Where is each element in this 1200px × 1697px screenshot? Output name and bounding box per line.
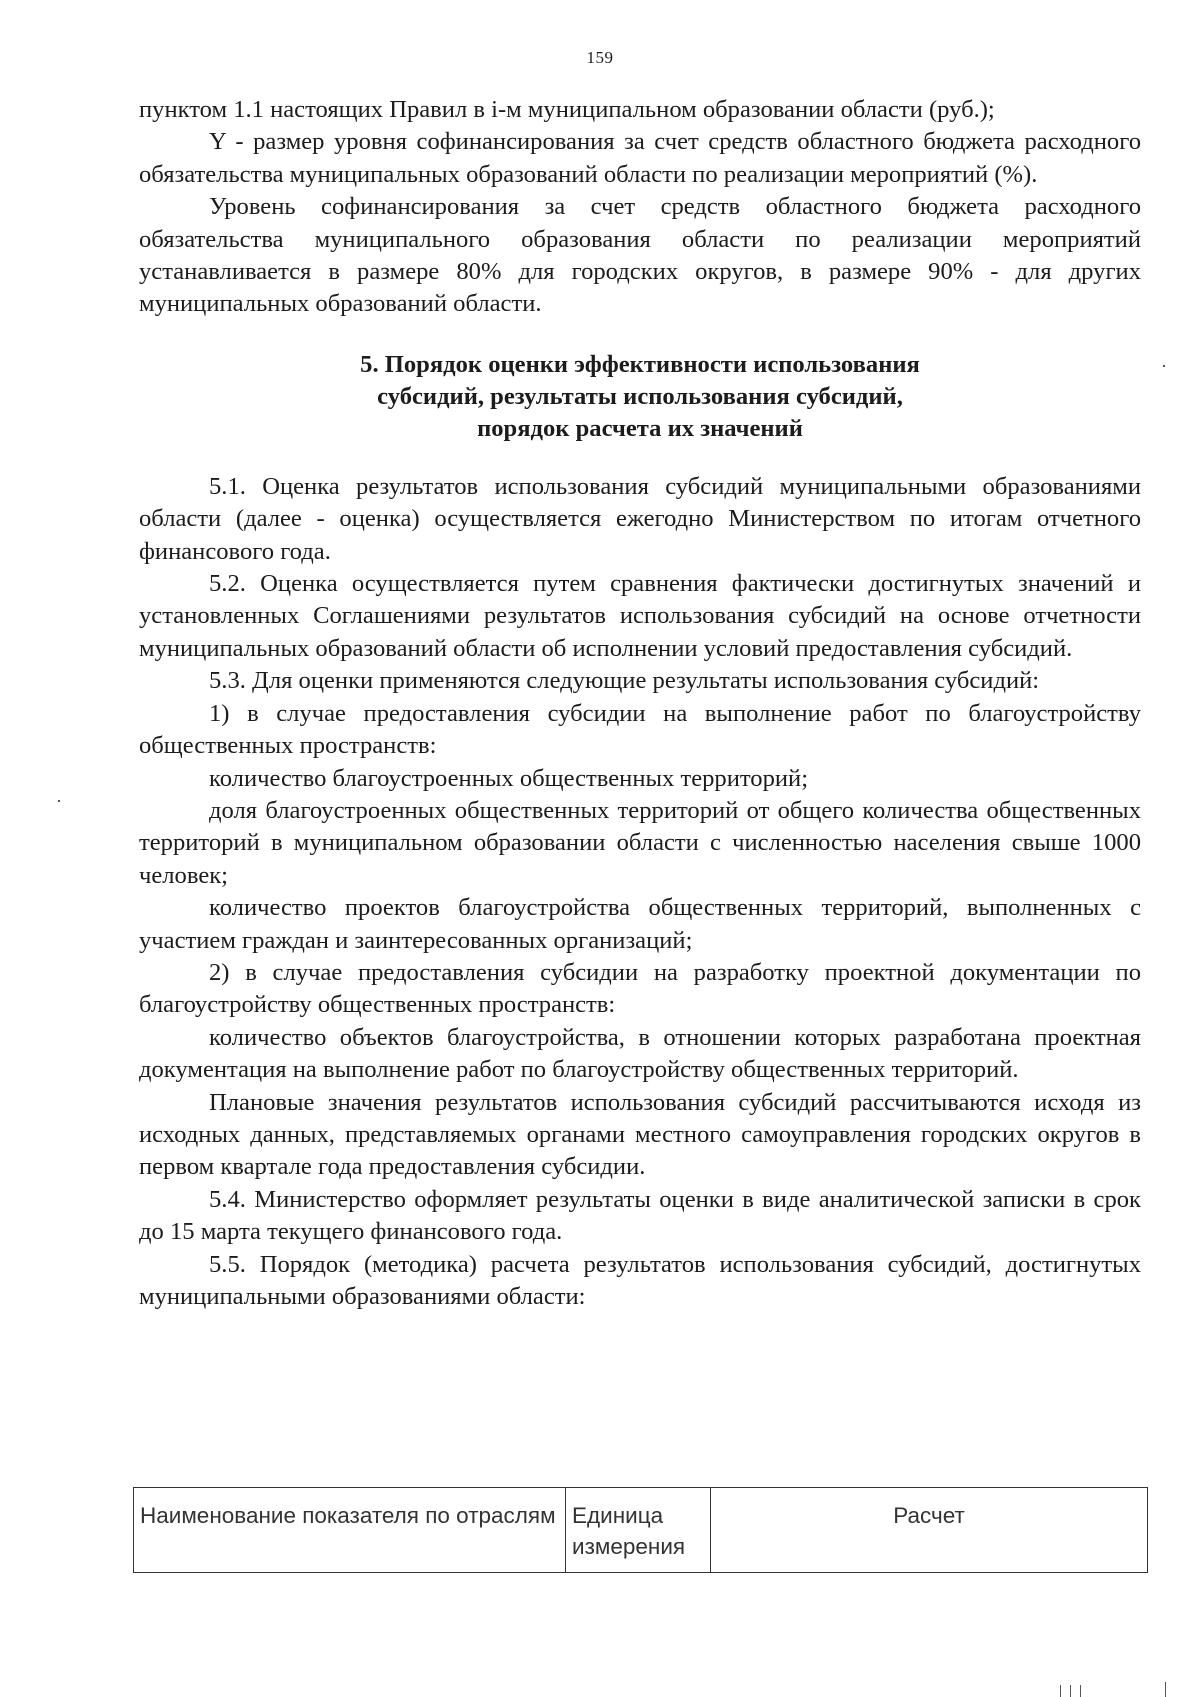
table-header-indicator: Наименование показателя по отраслям (134, 1488, 566, 1573)
scan-mark (1080, 1685, 1081, 1697)
paragraph-5-2: 5.2. Оценка осуществляется путем сравнения фактически достигнутых значений и установленных Соглашениями результатов использования субсидий на основе отчетности муниципальных образований области об исполнении условий предоставления субсидий. (139, 570, 1141, 662)
indicator-item: количество проектов благоустройства общественных территорий, выполненных с участием граждан и заинтересованных организаций; (139, 894, 1141, 954)
paragraph-continuation: пунктом 1.1 настоящих Правил в i-м муниципальном образовании области (руб.); (139, 96, 995, 123)
page-number: 159 (586, 48, 614, 67)
section-heading (139, 349, 1141, 445)
paragraph-5-4: 5.4. Министерство оформляет результаты оценки в виде аналитической записки в срок до 15 марта текущего финансового года. (139, 1185, 1141, 1246)
paragraph-5-1: 5.1. Оценка результатов использования субсидий муниципальными образованиями области (далее - оценка) осуществляется ежегодно Министерством по итогам отчетного финансового года. (139, 472, 1141, 565)
indicator-item: доля благоустроенных общественных территорий от общего количества общественных территорий в муниципальном образовании области с численностью населения свыше 1000 человек; (139, 796, 1141, 889)
scan-mark (1165, 1682, 1166, 1697)
scan-mark (1163, 365, 1165, 367)
table-header-calculation: Расчет (711, 1488, 1148, 1573)
paragraph-5-5: 5.5. Порядок (методика) расчета результатов использования субсидий, достигнутых муниципальными образованиями области: (139, 1250, 1141, 1310)
list-item-1: 1) в случае предоставления субсидии на выполнение работ по благоустройству общественных пространств: (139, 699, 1141, 760)
section-heading-line: порядок расчета их значений (477, 414, 803, 442)
paragraph-5-3: 5.3. Для оценки применяются следующие результаты использования субсидий: (209, 667, 1040, 695)
paragraph-cofinancing-level: Уровень софинансирования за счет средств областного бюджета расходного обязательства муниципального образования области по реализации мероприятий устанавливается в размере 80% для городских округов, в размере 90% - для других муниципальных образований области. (139, 193, 1141, 318)
section-heading-line: 5. Порядок оценки эффективности использования (360, 350, 920, 378)
calculation-table (133, 1487, 1148, 1573)
scan-mark (1060, 1685, 1061, 1697)
scan-mark (1070, 1685, 1071, 1697)
list-item-2: 2) в случае предоставления субсидии на разработку проектной документации по благоустройству общественных пространств: (139, 958, 1141, 1019)
table-header-unit: Единица измерения (566, 1488, 711, 1573)
indicator-item: количество благоустроенных общественных территорий; (209, 764, 809, 792)
document-body (139, 94, 1141, 1313)
indicator-item: количество объектов благоустройства, в отношении которых разработана проектная документация на выполнение работ по благоустройству общественных территорий. (139, 1023, 1141, 1084)
paragraph-planned-values: Плановые значения результатов использования субсидий рассчитываются исходя из исходных данных, представляемых органами местного самоуправления городских округов в первом квартале года предоставления субсидии. (139, 1088, 1141, 1181)
section-heading-line: субсидий, результаты использования субсидий, (377, 382, 903, 410)
scan-mark (58, 800, 60, 802)
table-header-row (134, 1488, 1148, 1573)
paragraph-y-definition: Y - размер уровня софинансирования за счет средств областного бюджета расходного обязательства муниципальных образований области по реализации мероприятий (%). (139, 128, 1141, 188)
